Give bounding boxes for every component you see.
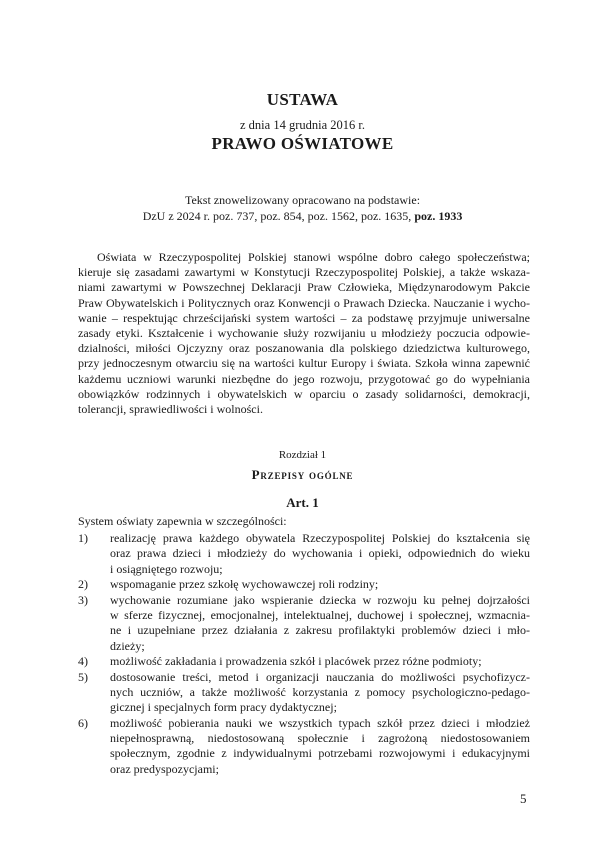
list-item-text <box>110 654 530 669</box>
list-item-number: 4) <box>78 654 88 669</box>
list-item-line: społecznym, zgodnie z indywidualnymi potrzebami rozwojowymi i edukacyjnymi <box>110 746 530 761</box>
list-item-text <box>110 670 530 716</box>
preamble-line: zasady etyki. Kształcenie i wychowanie służy rozwijaniu u młodzieży poczucia odpowie- <box>78 325 530 340</box>
list-item-text <box>110 577 530 592</box>
list-item-line: realizację prawa każdego obywatela Rzeczypospolitej Polskiej do kształcenia się <box>110 531 530 545</box>
list-item-line: dzieży; <box>110 638 145 653</box>
list-item <box>78 654 530 669</box>
source-references <box>0 209 605 224</box>
list-item-line: oraz predyspozycjami; <box>110 761 219 776</box>
list-item-line: możliwość pobierania nauki we wszystkich typach szkół przez dzieci i młodzież <box>110 715 530 730</box>
source-references-plain: DzU z 2024 r. poz. 737, poz. 854, poz. 1562, poz. 1635, <box>142 209 415 223</box>
page-number: 5 <box>520 791 527 806</box>
list-item-number: 6) <box>78 715 88 730</box>
list-item <box>78 593 530 655</box>
preamble-line: kieruje się zasadami zawartymi w Konstytucji Rzeczypospolitej Polskiej, a także wskaza- <box>78 265 530 280</box>
list-item-text <box>110 531 530 577</box>
list-item-text <box>110 593 530 655</box>
list-item-line: i osiągniętego rozwoju; <box>110 561 223 576</box>
list-item-line: wychowanie rozumiane jako wspieranie dziecka w rozwoju ku pełnej dojrzałości <box>110 592 530 607</box>
list-item-line: dostosowanie treści, metod i organizacji nauczania do możliwości psychofizycz- <box>110 669 530 684</box>
source-note: Tekst znowelizowany opracowano na podstawie: <box>184 193 421 207</box>
preamble-line: tolerancji, sprawiedliwości i wolności. <box>78 401 263 416</box>
list-item-number: 2) <box>78 577 88 592</box>
list-item-line: niepełnosprawną, niedostosowaną społecznie i zagrożoną niedostosowaniem <box>110 731 530 746</box>
act-name: PRAWO OŚWIATOWE <box>211 134 394 153</box>
list-item-line: ne i uzupełniane przez działania z zakresu profilaktyki problemów dzieci i mło- <box>110 623 530 638</box>
preamble-line: przy jednoczesnym otwarciu się na wartości kultur Europy i świata. Szkoła winna zapewnić <box>78 356 530 371</box>
list-item-line: oraz prawa dzieci i młodzieży do wychowania i opieki, odpowiednich do wieku <box>110 546 530 561</box>
list-item-number: 3) <box>78 592 88 607</box>
list-item <box>78 577 530 592</box>
list-item <box>78 531 530 577</box>
article-items-list <box>78 531 530 777</box>
preamble-line: obowiązków rodzinnych i obywatelskich w oparciu o zasady solidarności, demokracji, <box>78 386 530 401</box>
chapter-label: Rozdział 1 <box>278 449 327 461</box>
list-item-line: nych uczniów, a także możliwość korzystania z pomocy psychologiczno-pedago- <box>110 684 530 699</box>
list-item-line: wspomaganie przez szkołę wychowawczej roli rodziny; <box>110 577 379 592</box>
list-item-number: 1) <box>78 531 88 545</box>
list-item-line: w sferze fizycznej, emocjonalnej, intelektualnej, duchowej i społecznej, wzmacnia- <box>110 607 530 622</box>
preamble-line: Praw Obywatelskich i Politycznych oraz Konwencji o Prawach Dziecka. Nauczanie i wycho- <box>78 295 530 310</box>
preamble-line: Oświata w Rzeczypospolitej Polskiej stanowi wspólne dobro całego społeczeństwa; <box>97 250 530 264</box>
list-item-line: gicznej i specjalnych form pracy dydaktycznej; <box>110 700 337 715</box>
article-intro: System oświaty zapewnia w szczególności: <box>78 514 287 528</box>
preamble <box>78 250 530 417</box>
list-item <box>78 716 530 778</box>
article-label: Art. 1 <box>286 495 319 510</box>
chapter-title: Przepisy ogólne <box>251 467 354 482</box>
preamble-line: wanie – respektując chrześcijański system wartości – za podstawę przyjmuje uniwersalne <box>78 310 530 325</box>
preamble-line: dzialności, miłości Ojczyzny oraz poszanowania dla polskiego dziedzictwa kulturowego, <box>78 341 530 356</box>
document-date: z dnia 14 grudnia 2016 r. <box>240 118 365 132</box>
source-references-bold: poz. 1933 <box>414 209 463 223</box>
list-item-number: 5) <box>78 669 88 684</box>
list-item-line: możliwość zakładania i prowadzenia szkół i placówek przez różne podmioty; <box>110 654 482 669</box>
list-item-text <box>110 716 530 778</box>
preamble-line: niami zawartymi w Powszechnej Deklaracji Praw Człowieka, Międzynarodowym Pakcie <box>78 280 530 295</box>
preamble-line: każdemu uczniowi warunki niezbędne do jego rozwoju, przygotować go do wypełniania <box>78 371 530 386</box>
document-title: USTAWA <box>266 90 339 109</box>
list-item <box>78 670 530 716</box>
